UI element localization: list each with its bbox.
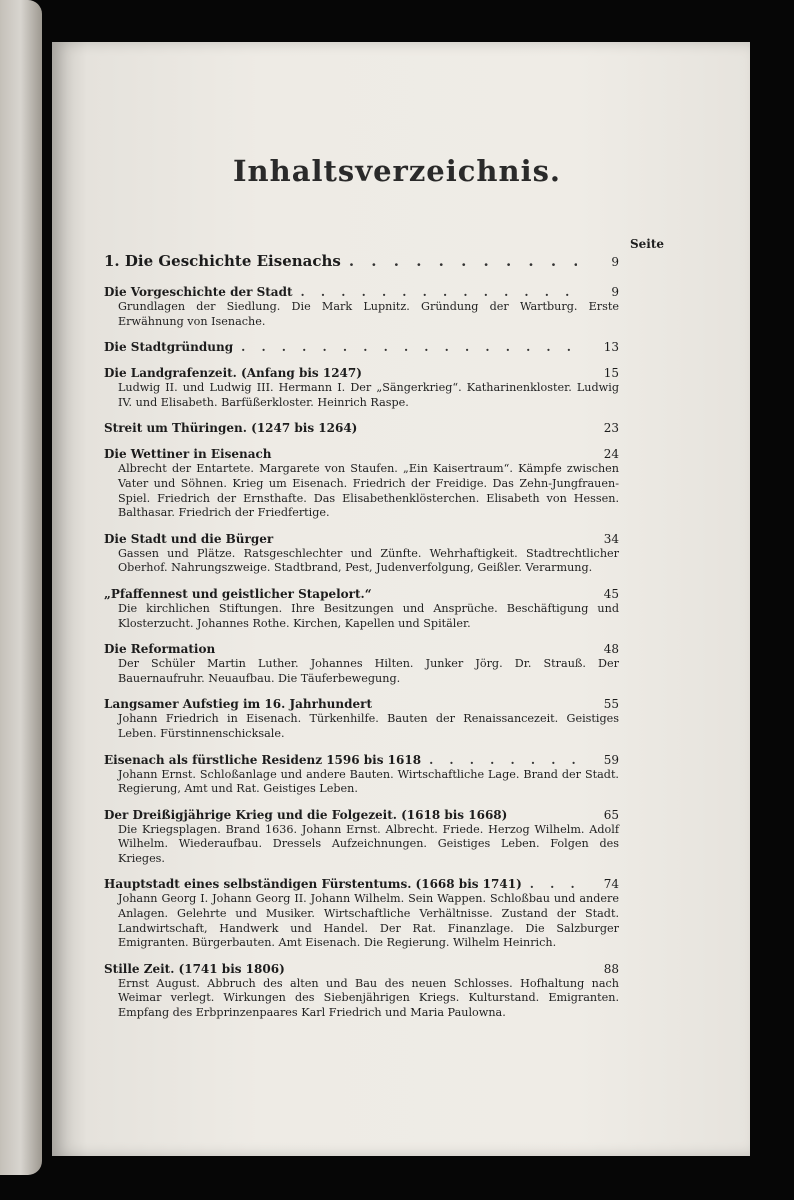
toc-entry-title: Die Stadtgründung bbox=[104, 340, 234, 355]
toc-entry-title: Die Landgrafenzeit. (Anfang bis 1247) bbox=[104, 366, 362, 381]
toc-entry bbox=[104, 285, 619, 329]
table-of-contents bbox=[104, 252, 619, 1032]
toc-entry-line bbox=[104, 532, 619, 547]
toc-entry bbox=[104, 808, 619, 867]
toc-entry-title: Streit um Thüringen. (1247 bis 1264) bbox=[104, 421, 358, 436]
toc-entry-description: Johann Georg I. Johann Georg II. Johann Wilhelm. Sein Wappen. Schloßbau und andere Anlagen. Gelehrte und Musiker. Wirtschaftliche Verhältnisse. Zustand der Stadt. Landwirtschaft, Handwerk und Handel. Der Rat. Finanzlage. Die Salzburger Emigranten. Bürgerbauten. Amt Eisenach. Die Regierung. Wilhelm Heinrich. bbox=[118, 892, 619, 950]
toc-page-number: 9 bbox=[611, 285, 619, 299]
toc-entry-line bbox=[104, 421, 619, 436]
toc-entry bbox=[104, 532, 619, 576]
toc-entry-description: Die kirchlichen Stiftungen. Ihre Besitzungen und Ansprüche. Beschäftigung und Klosterzucht. Johannes Rothe. Kirchen, Kapellen und Spitäler. bbox=[118, 601, 619, 630]
toc-page-number: 88 bbox=[603, 961, 619, 976]
toc-entry bbox=[104, 340, 619, 355]
toc-page-number: 24 bbox=[603, 447, 619, 462]
toc-entry-line bbox=[104, 285, 619, 300]
toc-entry-title: Langsamer Aufstieg im 16. Jahrhundert bbox=[104, 697, 373, 712]
toc-entry-description: Johann Friedrich in Eisenach. Türkenhilfe. Bauten der Renaissancezeit. Geistiges Leben. Fürstinnenschicksale. bbox=[118, 712, 619, 740]
toc-entry-line bbox=[104, 808, 619, 823]
toc-entry-line bbox=[104, 340, 619, 355]
toc-entry-line bbox=[104, 366, 619, 381]
toc-entry-title: Eisenach als fürstliche Residenz 1596 bis 1618 bbox=[104, 752, 422, 767]
toc-page-number: 48 bbox=[603, 642, 619, 657]
toc-page-number: 34 bbox=[603, 531, 619, 546]
toc-page-number: 59 bbox=[603, 752, 619, 767]
page-title: Inhaltsverzeichnis. bbox=[232, 154, 562, 188]
toc-page-number: 45 bbox=[603, 586, 619, 601]
toc-page-number: 55 bbox=[603, 697, 619, 712]
toc-entry-title: Die Vorgeschichte der Stadt bbox=[104, 285, 293, 299]
toc-entry-description: Albrecht der Entartete. Margarete von Staufen. „Ein Kaisertraum“. Kämpfe zwischen Vater und Söhnen. Krieg um Eisenach. Friedrich der Freidige. Das Zehn-Jungfrauen-Spiel. Friedrich der Ernsthafte. Das Elisabethenklösterchen. Elisabeth von Hessen. Balthasar. Friedrich der Friedfertige. bbox=[118, 462, 619, 520]
toc-entry bbox=[104, 421, 619, 436]
toc-entry-title: „Pfaffennest und geistlicher Stapelort.“ bbox=[104, 586, 372, 601]
toc-entry-title: Der Dreißigjährige Krieg und die Folgezeit. (1618 bis 1668) bbox=[104, 807, 508, 822]
toc-entry-description: Der Schüler Martin Luther. Johannes Hilten. Junker Jörg. Dr. Strauß. Der Bauernaufruhr. Neuaufbau. Die Täuferbewegung. bbox=[118, 657, 619, 685]
toc-page-number: 23 bbox=[603, 421, 619, 436]
toc-page-number: 13 bbox=[603, 340, 619, 355]
toc-entry-line bbox=[104, 587, 619, 602]
toc-entry bbox=[104, 877, 619, 950]
toc-entry-line bbox=[104, 877, 619, 892]
toc-entry bbox=[104, 252, 619, 271]
toc-page-number: 65 bbox=[603, 807, 619, 822]
toc-entry-title: Die Stadt und die Bürger bbox=[104, 531, 274, 546]
toc-entry-line bbox=[104, 697, 619, 712]
dot-leader bbox=[241, 340, 577, 355]
toc-entry bbox=[104, 753, 619, 797]
toc-entry bbox=[104, 447, 619, 520]
toc-entry-title: Stille Zeit. (1741 bis 1806) bbox=[104, 961, 285, 976]
toc-entry-description: Johann Ernst. Schloßanlage und andere Bauten. Wirtschaftliche Lage. Brand der Stadt. Regierung, Amt und Rat. Geistiges Leben. bbox=[118, 767, 619, 796]
toc-entry-description: Gassen und Plätze. Ratsgeschlechter und Zünfte. Wehrhaftigkeit. Stadtrechtlicher Oberhof. Nahrungszweige. Stadtbrand, Pest, Judenverfolgung, Geißler. Verarmung. bbox=[118, 546, 619, 575]
toc-entry-line bbox=[104, 447, 619, 462]
toc-entry-title: Hauptstadt eines selbständigen Fürstentums. (1668 bis 1741) bbox=[104, 877, 522, 892]
toc-page-number: 74 bbox=[603, 877, 619, 892]
toc-entry-title: 1. Die Geschichte Eisenachs bbox=[104, 252, 341, 270]
toc-entry-description: Die Kriegsplagen. Brand 1636. Johann Ernst. Albrecht. Friede. Herzog Wilhelm. Adolf Wilhelm. Wiederaufbau. Dressels Aufzeichnungen. Geistiges Leben. Folgen des Krieges. bbox=[118, 822, 619, 865]
dot-leader bbox=[429, 753, 577, 768]
dot-leader bbox=[349, 252, 577, 270]
toc-entry-line bbox=[104, 753, 619, 768]
toc-entry-description: Grundlagen der Siedlung. Die Mark Lupnitz. Gründung der Wartburg. Erste Erwähnung von Isenache. bbox=[118, 300, 619, 328]
toc-page-number: 9 bbox=[611, 255, 619, 269]
dot-leader bbox=[530, 877, 577, 892]
toc-entry bbox=[104, 642, 619, 686]
toc-entry-line bbox=[104, 962, 619, 977]
toc-entry bbox=[104, 962, 619, 1021]
toc-entry-title: Die Wettiner in Eisenach bbox=[104, 447, 272, 462]
toc-entry bbox=[104, 587, 619, 631]
toc-entry bbox=[104, 366, 619, 410]
toc-entry bbox=[104, 697, 619, 741]
page-column-label: Seite bbox=[629, 237, 664, 251]
toc-page-number: 15 bbox=[603, 366, 619, 381]
dot-leader bbox=[301, 285, 577, 300]
toc-entry-description: Ludwig II. und Ludwig III. Hermann I. Der „Sängerkrieg“. Katharinenkloster. Ludwig IV. und Elisabeth. Barfüßerkloster. Heinrich Raspe. bbox=[118, 381, 619, 409]
toc-entry-title: Die Reformation bbox=[104, 642, 216, 657]
toc-entry-line bbox=[104, 252, 619, 271]
toc-entry-line bbox=[104, 642, 619, 657]
toc-entry-description: Ernst August. Abbruch des alten und Bau des neuen Schlosses. Hofhaltung nach Weimar verlegt. Wirkungen des Siebenjährigen Kriegs. Kulturstand. Emigranten. Empfang des Erbprinzenpaares Karl Friedrich und Maria Paulowna. bbox=[118, 976, 619, 1020]
